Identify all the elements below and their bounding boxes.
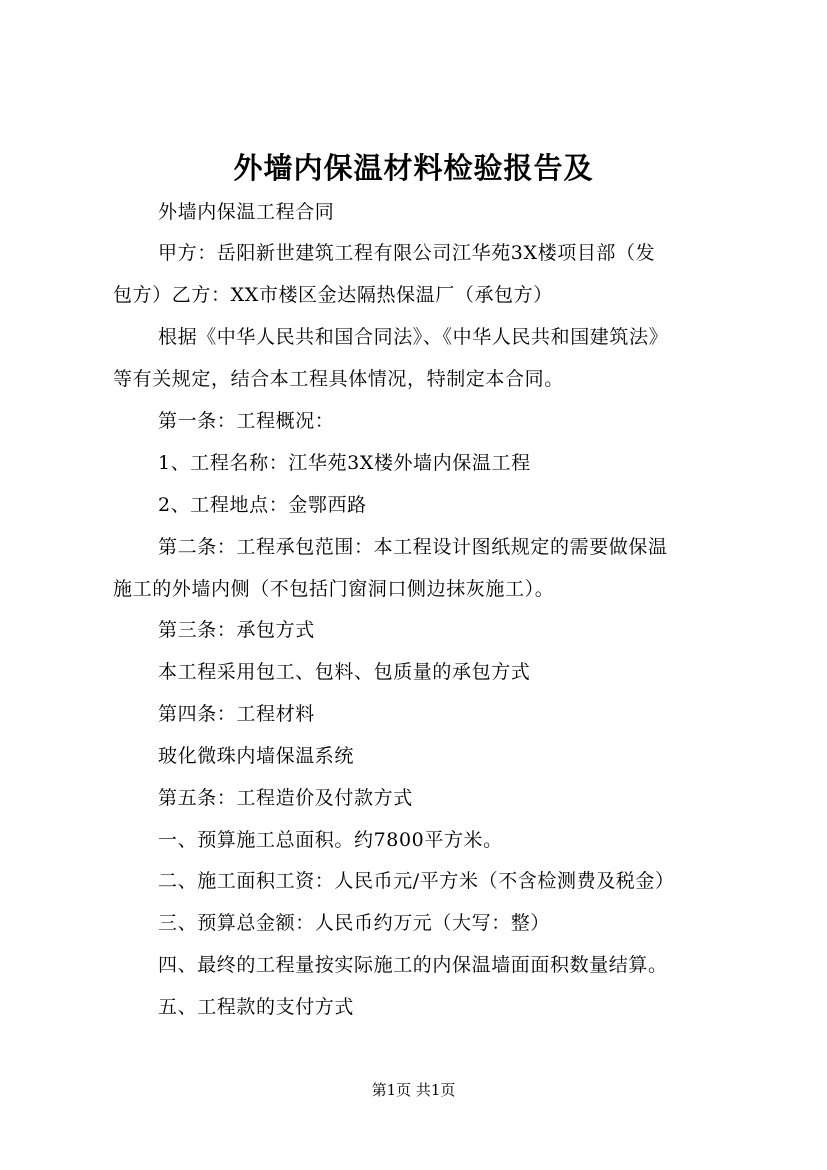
paragraph-line: 甲方：岳阳新世建筑工程有限公司江华苑3X楼项目部（发 (158, 242, 656, 264)
paragraph-line: 五、工程款的支付方式 (158, 996, 355, 1018)
page-number-footer: 第1页 共1页 (371, 1081, 456, 1099)
paragraph-line: 第二条：工程承包范围：本工程设计图纸规定的需要做保温 (158, 536, 668, 558)
paragraph-line: 外墙内保温工程合同 (158, 201, 335, 223)
paragraph-line: 第一条：工程概况： (158, 410, 335, 432)
paragraph-line: 施工的外墙内侧（不包括门窗洞口侧边抹灰施工）。 (113, 578, 555, 600)
paragraph-line: 1、工程名称：江华苑3X楼外墙内保温工程 (158, 452, 531, 474)
paragraph-line: 二、施工面积工资：人民币元/平方米（不含检测费及税金） (158, 870, 675, 892)
document-title: 外墙内保温材料检验报告及 (233, 151, 594, 185)
paragraph-line: 2、工程地点：金鄂西路 (158, 494, 367, 516)
paragraph-line: 第三条：承包方式 (158, 619, 315, 641)
paragraph-line: 包方）乙方：XX市楼区金达隔热保温厂（承包方） (113, 284, 553, 306)
paragraph-line: 三、预算总金额：人民币约万元（大写：整） (158, 912, 551, 934)
paragraph-line: 本工程采用包工、包料、包质量的承包方式 (158, 661, 531, 683)
paragraph-line: 根据《中华人民共和国合同法》、《中华人民共和国建筑法》 (158, 326, 669, 348)
paragraph-line: 玻化微珠内墙保温系统 (158, 745, 355, 767)
paragraph-line: 四、最终的工程量按实际施工的内保温墙面面积数量结算。 (158, 954, 668, 976)
paragraph-line: 第五条：工程造价及付款方式 (158, 787, 413, 809)
paragraph-line: 第四条：工程材料 (158, 703, 315, 725)
paragraph-line: 等有关规定，结合本工程具体情况，特制定本合同。 (113, 368, 564, 390)
paragraph-line: 一、预算施工总面积。约7800平方米。 (158, 829, 503, 851)
